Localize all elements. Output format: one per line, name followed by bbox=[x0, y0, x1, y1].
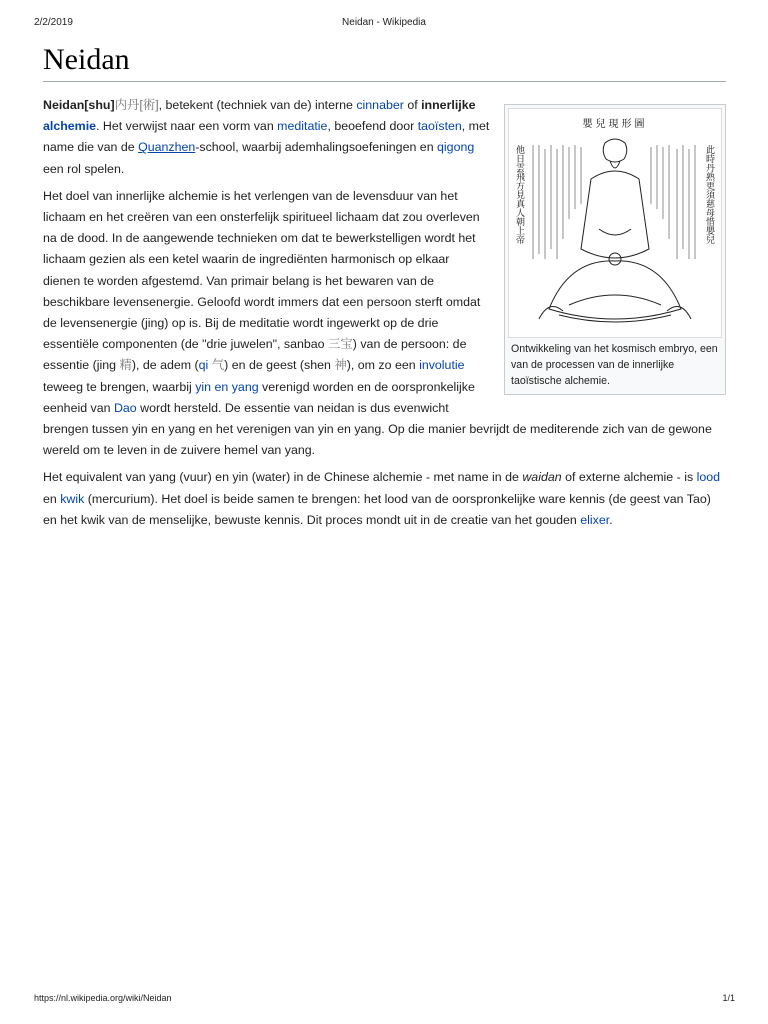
link-meditatie[interactable]: meditatie bbox=[277, 119, 328, 134]
text-run: -school, waarbij ademhalingsoefeningen en bbox=[195, 140, 438, 155]
cjk-sanbao: 三宝 bbox=[328, 337, 353, 352]
link-dao[interactable]: Dao bbox=[113, 400, 137, 415]
text-run: , met name die van de bbox=[43, 119, 490, 155]
article-body bbox=[43, 95, 726, 537]
term-chinese: 内丹[術] bbox=[114, 98, 159, 112]
embryo-illustration bbox=[509, 109, 721, 337]
link-lood[interactable]: lood bbox=[696, 470, 721, 485]
infobox bbox=[504, 104, 726, 395]
text-run: en bbox=[43, 491, 61, 506]
text-run: wordt hersteld. De essentie van neidan is dus evenwicht brengen tussen yin en yang en het verenigen van yin en yang. Op die manier bevrijdt de mediterende zich van de gewone wereld om te leven in de zuivere hemel van yang. bbox=[43, 400, 712, 458]
print-date: 2/2/2019 bbox=[34, 17, 73, 28]
text-run: . bbox=[609, 512, 613, 527]
text-run: ) en de geest (shen bbox=[224, 358, 335, 373]
link-elixer[interactable]: elixer bbox=[580, 512, 610, 527]
text-run: teweeg te brengen, waarbij bbox=[43, 379, 196, 394]
paragraph-equivalent bbox=[43, 467, 726, 531]
link-qi[interactable]: qi bbox=[198, 358, 209, 373]
image-right-column-text: 此時丹熟更須慈母惜嬰兒 bbox=[704, 145, 714, 244]
text-run: ) van de persoon: de essentie (jing bbox=[43, 337, 467, 373]
text-run: , betekent (techniek van de) interne bbox=[158, 98, 357, 112]
text-run: Het doel van innerlijke alchemie is het verlengen van de levensduur van het lichaam en het creëren van een onsterfelijk spiritueel lichaam dat zou overleven na de dood. In de aangewende technieken om dat te bewerkstelligen wordt het lichaam gezien als een ketel waarin de ingrediënten harmonisch op elkaar dienen te worden afgestemd. Van primair belang is het bewaren van de beschikbare levensenergie. Geloofd wordt immers dat een persoon sterft omdat de levensenergie (jing) op is. Bij de meditatie wordt ingewerkt op de drie essentiële componenten (de "drie juwelen", sanbao bbox=[43, 188, 481, 352]
link-taoisten[interactable]: taoïsten bbox=[417, 119, 462, 134]
cjk-qi: 气 bbox=[208, 358, 225, 373]
cjk-shen: 神 bbox=[334, 358, 347, 373]
link-kwik[interactable]: kwik bbox=[60, 491, 85, 506]
term-innerlijke: innerlijke bbox=[421, 98, 476, 112]
cjk-jing: 精 bbox=[119, 358, 132, 373]
term-waidan: waidan bbox=[522, 470, 562, 485]
link-quanzhen[interactable]: Quanzhen bbox=[138, 140, 196, 155]
text-run: verenigd worden en de oorspronkelijke eenheid van bbox=[43, 379, 475, 415]
infobox-image[interactable] bbox=[508, 108, 722, 338]
text-run: een rol spelen. bbox=[43, 161, 125, 176]
term-neidan: Neidan[shu] bbox=[43, 98, 115, 112]
meditating-figure bbox=[539, 139, 691, 322]
print-page-title: Neidan - Wikipedia bbox=[342, 17, 426, 28]
text-run: ), om zo een bbox=[346, 358, 420, 373]
text-run: , beoefend door bbox=[327, 119, 418, 134]
link-qigong[interactable]: qigong bbox=[437, 140, 475, 155]
infobox-caption: Ontwikkeling van het kosmisch embryo, een van de processen van de innerlijke taoïstische alchemie. bbox=[511, 343, 718, 387]
image-left-column-text: 他日雲飛方見真人朝上帝 bbox=[514, 145, 524, 244]
print-url: https://nl.wikipedia.org/wiki/Neidan bbox=[34, 993, 172, 1003]
link-involutie[interactable]: involutie bbox=[419, 358, 465, 373]
link-yin-en-yang[interactable]: yin en yang bbox=[195, 379, 259, 394]
text-run: of bbox=[403, 98, 422, 112]
print-page-number: 1/1 bbox=[722, 993, 735, 1003]
text-run: of externe alchemie - is bbox=[561, 470, 697, 485]
text-run: . Het verwijst naar een vorm van bbox=[96, 119, 278, 134]
image-title-text: 嬰兒現形圖 bbox=[582, 119, 648, 130]
text-run: Het equivalent van yang (vuur) en yin (water) in de Chinese alchemie - met name in de bbox=[43, 470, 523, 485]
link-alchemie[interactable]: alchemie bbox=[43, 119, 97, 134]
text-run: ), de adem ( bbox=[131, 358, 199, 373]
link-cinnaber[interactable]: cinnaber bbox=[356, 98, 404, 112]
text-run: (mercurium). Het doel is beide samen te brengen: het lood van de oorspronkelijke ware kennis (de geest van Tao) en het kwik van de menselijke, bewuste kennis. Dit proces mondt uit in de creatie van het gouden bbox=[43, 491, 711, 527]
article-title: Neidan bbox=[43, 40, 726, 82]
